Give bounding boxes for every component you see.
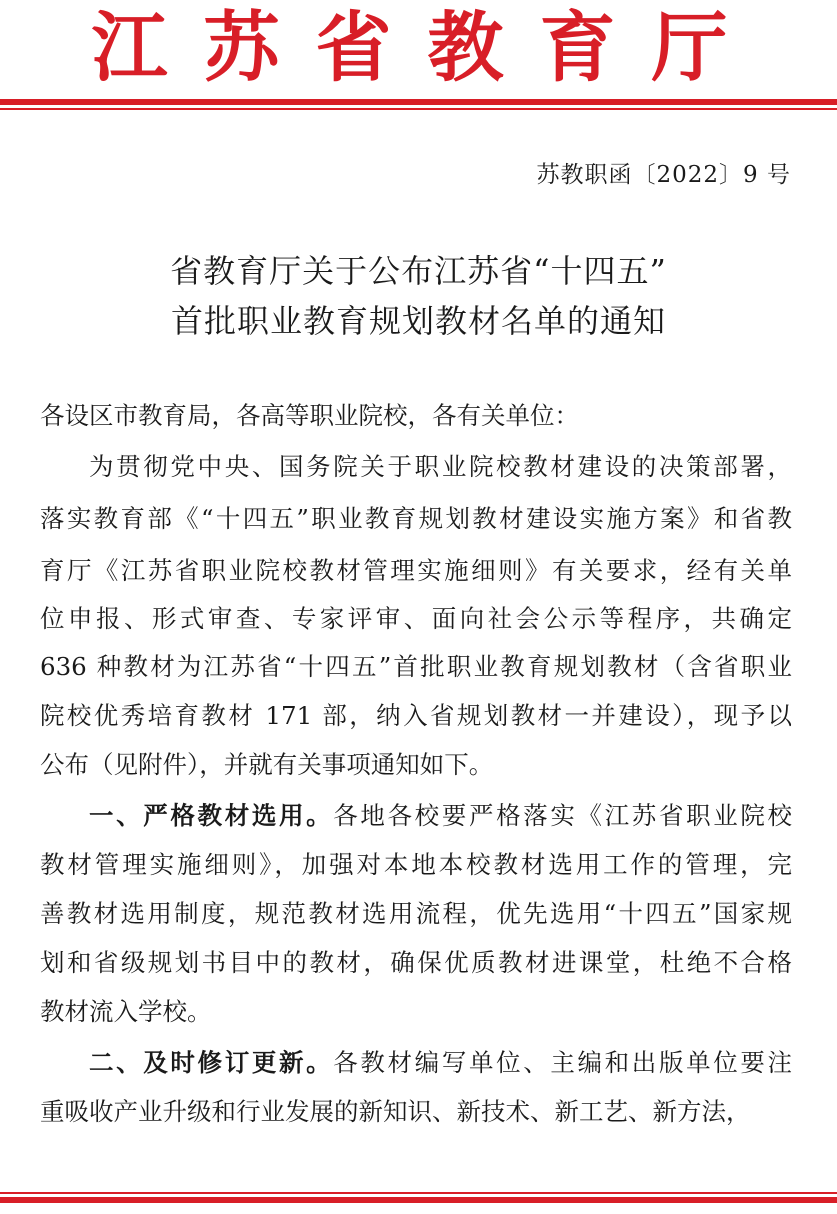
- body-line: 育厅《江苏省职业院校教材管理实施细则》有关要求，经有关单: [40, 556, 792, 585]
- footer-rule-thick: [0, 1197, 837, 1203]
- body-line: 教材流入学校。: [40, 997, 212, 1026]
- salutation: 各设区市教育局，各高等职业院校，各有关单位：: [40, 401, 579, 430]
- body-line: 善教材选用制度，规范教材选用流程，优先选用“十四五”国家规: [40, 899, 792, 928]
- letterhead-title: 江苏省教育厅: [91, 3, 764, 92]
- body-line: 位申报、形式审查、专家评审、面向社会公示等程序，共确定: [40, 604, 792, 633]
- body-line: 636 种教材为江苏省“十四五”首批职业教育规划教材（含省职业: [40, 652, 792, 681]
- body-line: 教材管理实施细则》，加强对本地本校教材选用工作的管理，完: [40, 850, 792, 879]
- body-line: 为贯彻党中央、国务院关于职业院校教材建设的决策部署，: [89, 452, 792, 481]
- body-line: 公布（见附件），并就有关事项通知如下。: [40, 750, 494, 779]
- document-title-line-2: 首批职业教育规划教材名单的通知: [170, 302, 666, 340]
- section-one-text: 各地各校要严格落实《江苏省职业院校: [333, 801, 793, 830]
- document-title-line-1: 省教育厅关于公布江苏省“十四五”: [170, 252, 667, 290]
- section-one-heading: 一、严格教材选用。: [89, 801, 334, 830]
- body-line: 落实教育部《“十四五”职业教育规划教材建设实施方案》和省教: [40, 504, 792, 533]
- letterhead-rule-thin: [0, 108, 837, 110]
- section-one-first-line: [89, 798, 792, 834]
- document-number: 苏教职函〔2022〕9 号: [536, 162, 791, 188]
- letterhead-rule-thick: [0, 99, 837, 105]
- section-two-text: 各教材编写单位、主编和出版单位要注: [333, 1048, 793, 1077]
- body-line: 重吸收产业升级和行业发展的新知识、新技术、新工艺、新方法，: [40, 1097, 751, 1126]
- section-two-first-line: [89, 1045, 792, 1081]
- section-two-heading: 二、及时修订更新。: [89, 1048, 334, 1077]
- footer-rule-thin: [0, 1192, 837, 1194]
- body-line: 院校优秀培育教材 171 部，纳入省规划教材一并建设），现予以: [40, 701, 792, 730]
- body-line: 划和省级规划书目中的教材，确保优质教材进课堂，杜绝不合格: [40, 948, 792, 977]
